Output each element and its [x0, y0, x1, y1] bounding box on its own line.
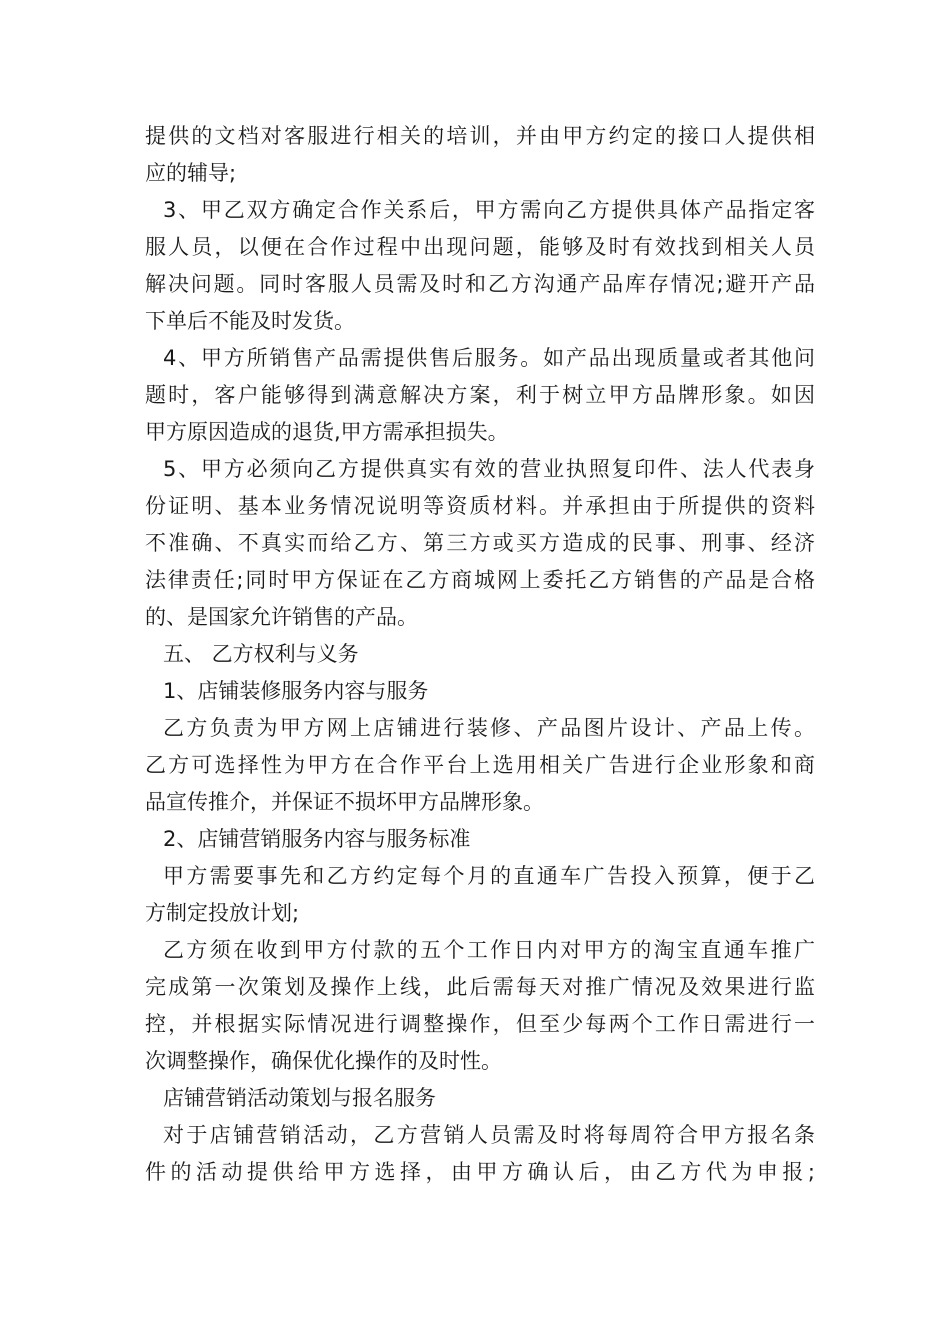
text-line: 题时，客户能够得到满意解决方案，利于树立甲方品牌形象。如因 [145, 383, 815, 407]
text-line: 应的辅导; [145, 161, 237, 185]
text-line: 乙方负责为甲方网上店铺进行装修、产品图片设计、产品上传。 [163, 716, 815, 740]
text-line: 服人员，以便在合作过程中出现问题，能够及时有效找到相关人员 [145, 235, 815, 259]
text-line: 控，并根据实际情况进行调整操作，但至少每两个工作日需进行一 [145, 1012, 815, 1036]
text-line: 次调整操作，确保优化操作的及时性。 [145, 1049, 502, 1073]
text-line: 下单后不能及时发货。 [145, 309, 355, 333]
subsection-heading: 店铺营销活动策划与报名服务 [163, 1086, 436, 1110]
text-line: 乙方须在收到甲方付款的五个工作日内对甲方的淘宝直通车推广 [163, 938, 815, 962]
subsection-heading: 1、店铺装修服务内容与服务 [163, 679, 429, 703]
text-line: 5、甲方必须向乙方提供真实有效的营业执照复印件、法人代表身 [163, 457, 815, 481]
text-line: 3、甲乙双方确定合作关系后，甲方需向乙方提供具体产品指定客 [163, 198, 815, 222]
text-line: 甲方原因造成的退货,甲方需承担损失。 [145, 420, 509, 444]
text-line: 对于店铺营销活动，乙方营销人员需及时将每周符合甲方报名条 [163, 1123, 815, 1147]
text-line: 的、是国家允许销售的产品。 [145, 605, 418, 629]
text-line: 品宣传推介，并保证不损坏甲方品牌形象。 [145, 790, 544, 814]
text-line: 不准确、不真实而给乙方、第三方或买方造成的民事、刑事、经济 [145, 531, 815, 555]
text-line: 解决问题。同时客服人员需及时和乙方沟通产品库存情况;避开产品 [145, 272, 815, 296]
text-line: 乙方可选择性为甲方在合作平台上选用相关广告进行企业形象和商 [145, 753, 815, 777]
text-line: 方制定投放计划; [145, 901, 300, 925]
text-line: 法律责任;同时甲方保证在乙方商城网上委托乙方销售的产品是合格 [145, 568, 815, 592]
text-line: 份证明、基本业务情况说明等资质材料。并承担由于所提供的资料 [145, 494, 815, 518]
text-line: 完成第一次策划及操作上线，此后需每天对推广情况及效果进行监 [145, 975, 815, 999]
subsection-heading: 2、店铺营销服务内容与服务标准 [163, 827, 471, 851]
text-line: 件的活动提供给甲方选择，由甲方确认后，由乙方代为申报; [145, 1160, 815, 1184]
text-line: 4、甲方所销售产品需提供售后服务。如产品出现质量或者其他问 [163, 346, 815, 370]
text-line: 甲方需要事先和乙方约定每个月的直通车广告投入预算，便于乙 [163, 864, 815, 888]
section-heading: 五、 乙方权利与义务 [163, 642, 359, 666]
text-line: 提供的文档对客服进行相关的培训，并由甲方约定的接口人提供相 [145, 124, 815, 148]
